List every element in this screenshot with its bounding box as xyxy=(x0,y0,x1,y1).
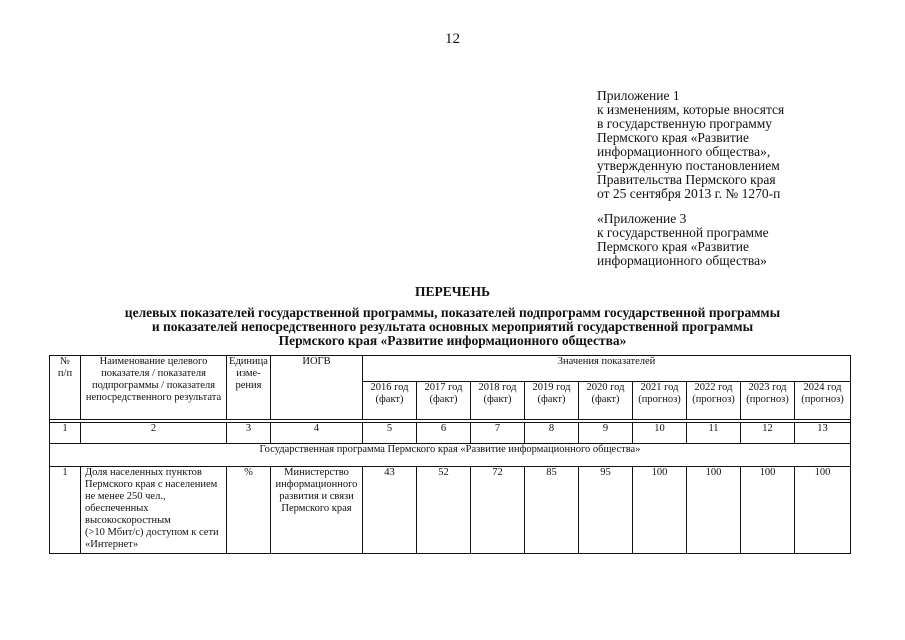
column-number: 8 xyxy=(525,423,579,444)
header-year-2018 xyxy=(471,382,525,420)
section-title: Государственная программа Пермского края «Развитие информационного общества» xyxy=(50,444,851,467)
header-text: (факт) xyxy=(483,394,512,405)
appendix-line: Пермского края «Развитие xyxy=(597,239,749,254)
header-text: Единица xyxy=(229,356,268,367)
header-text: (прогноз) xyxy=(801,394,844,405)
row-iogv-line: информационного xyxy=(275,479,358,490)
header-text: Наименование целевого xyxy=(99,356,208,367)
row-iogv-line: Министерство xyxy=(284,467,349,478)
row-name-line: (>10 Мбит/с) доступом к сети xyxy=(85,527,219,538)
column-number: 7 xyxy=(471,423,525,444)
row-value-2019: 85 xyxy=(525,467,579,554)
appendix-3-text xyxy=(597,212,897,268)
column-number: 3 xyxy=(227,423,271,444)
header-iogv xyxy=(271,356,363,420)
header-text: (прогноз) xyxy=(692,394,735,405)
appendix-line: от 25 сентября 2013 г. № 1270-п xyxy=(597,186,781,201)
header-text: 2024 год xyxy=(803,382,842,393)
header-year-2017 xyxy=(417,382,471,420)
row-name-line: Пермского края с населением xyxy=(85,479,218,490)
row-num: 1 xyxy=(50,467,81,554)
row-value-2024: 100 xyxy=(795,467,851,554)
row-name-line: обеспеченных xyxy=(85,503,149,514)
header-text: показателя / показателя xyxy=(101,368,206,379)
header-year-2020 xyxy=(579,382,633,420)
document-heading xyxy=(0,285,905,348)
header-text: (факт) xyxy=(429,394,458,405)
header-text: ИОГВ xyxy=(302,356,331,367)
document-subtitle-line: целевых показателей государственной программы, показателей подпрограмм государственной программы xyxy=(124,305,781,320)
header-text: 2019 год xyxy=(532,382,571,393)
row-iogv-line: развития и связи xyxy=(279,491,354,502)
row-unit: % xyxy=(227,467,271,554)
appendix-line: «Приложение 3 xyxy=(597,211,687,226)
appendix-line: к изменениям, которые вносятся xyxy=(597,102,785,117)
row-value-2023: 100 xyxy=(741,467,795,554)
header-name xyxy=(81,356,227,420)
appendix-line: утвержденную постановлением xyxy=(597,158,780,173)
header-text: № xyxy=(59,356,71,367)
column-number: 9 xyxy=(579,423,633,444)
row-iogv-line: Пермского края xyxy=(281,503,352,514)
document-title: ПЕРЕЧЕНЬ xyxy=(414,284,491,299)
row-value-2018: 72 xyxy=(471,467,525,554)
header-text: (прогноз) xyxy=(638,394,681,405)
row-iogv xyxy=(271,467,363,554)
header-text: (факт) xyxy=(375,394,404,405)
appendix-line: Пермского края «Развитие xyxy=(597,130,749,145)
document-subtitle-line: и показателей непосредственного результата основных мероприятий государственной программы xyxy=(151,319,754,334)
header-text: подпрограммы / показателя xyxy=(91,380,216,391)
row-name-line: высокоскоростным xyxy=(85,515,171,526)
row-value-2021: 100 xyxy=(633,467,687,554)
appendix-line: информационного общества» xyxy=(597,253,767,268)
row-name-line: «Интернет» xyxy=(85,539,139,550)
column-number: 13 xyxy=(795,423,851,444)
header-year-2016 xyxy=(363,382,417,420)
column-number: 5 xyxy=(363,423,417,444)
appendix-1-text xyxy=(597,89,897,201)
header-year-2021 xyxy=(633,382,687,420)
appendix-line: Приложение 1 xyxy=(597,88,680,103)
header-text: 2018 год xyxy=(478,382,517,393)
section-row xyxy=(50,444,851,467)
header-text: 2016 год xyxy=(370,382,409,393)
column-number: 10 xyxy=(633,423,687,444)
header-text: 2021 год xyxy=(640,382,679,393)
row-value-2022: 100 xyxy=(687,467,741,554)
row-name xyxy=(81,467,227,554)
column-number: 4 xyxy=(271,423,363,444)
page-number: 12 xyxy=(445,31,460,47)
appendix-line: к государственной программе xyxy=(597,225,769,240)
column-number: 12 xyxy=(741,423,795,444)
header-text: 2017 год xyxy=(424,382,463,393)
header-year-2022 xyxy=(687,382,741,420)
header-unit xyxy=(227,356,271,420)
header-text: (прогноз) xyxy=(746,394,789,405)
header-text: рения xyxy=(235,380,262,391)
header-text: п/п xyxy=(57,368,73,379)
column-number: 2 xyxy=(81,423,227,444)
appendix-line: Правительства Пермского края xyxy=(597,172,776,187)
document-subtitle-line: Пермского края «Развитие информационного общества» xyxy=(278,333,627,348)
table-row xyxy=(50,467,851,554)
row-name-line: не менее 250 чел., xyxy=(85,491,166,502)
row-value-2017: 52 xyxy=(417,467,471,554)
header-text: изме- xyxy=(236,368,261,379)
appendix-block xyxy=(597,89,897,268)
column-number: 11 xyxy=(687,423,741,444)
row-value-2016: 43 xyxy=(363,467,417,554)
header-values-group: Значения показателей xyxy=(363,356,851,382)
header-text: 2022 год xyxy=(694,382,733,393)
header-text: 2023 год xyxy=(748,382,787,393)
column-number: 1 xyxy=(50,423,81,444)
appendix-line: информационного общества», xyxy=(597,144,771,159)
header-text: 2020 год xyxy=(586,382,625,393)
column-numbers-row xyxy=(50,423,851,444)
header-num xyxy=(50,356,81,420)
header-text: (факт) xyxy=(537,394,566,405)
row-name-line: Доля населенных пунктов xyxy=(85,467,202,478)
header-text: (факт) xyxy=(591,394,620,405)
row-value-2020: 95 xyxy=(579,467,633,554)
indicators-table xyxy=(49,355,851,554)
header-text: непосредственного результата xyxy=(85,392,222,403)
column-number: 6 xyxy=(417,423,471,444)
header-year-2023 xyxy=(741,382,795,420)
header-year-2019 xyxy=(525,382,579,420)
header-year-2024 xyxy=(795,382,851,420)
appendix-line: в государственную программу xyxy=(597,116,773,131)
